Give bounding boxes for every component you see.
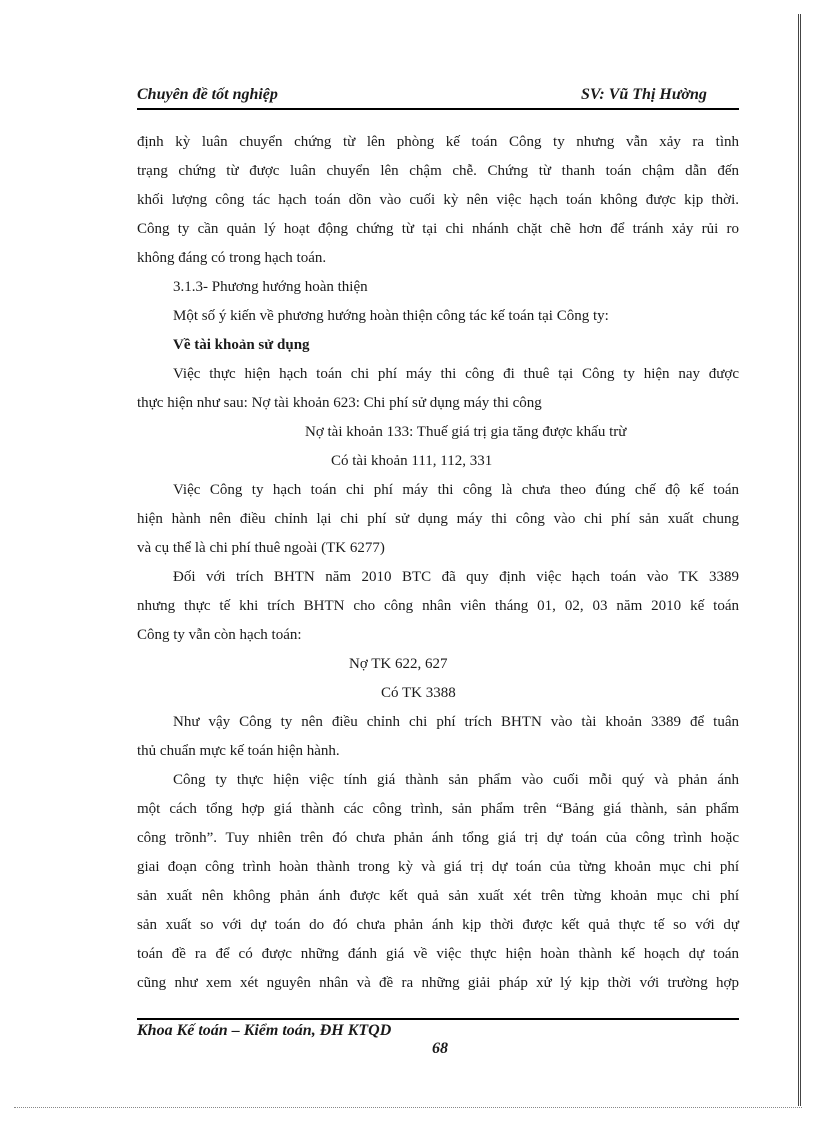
text-line: Việc thực hiện hạch toán chi phí máy thi công đi thuê tại Công ty hiện nay được bbox=[173, 366, 739, 382]
text-line: Công ty cần quản lý hoạt động chứng từ tại chi nhánh chặt chẽ hơn để tránh xảy rủi ro bbox=[137, 221, 739, 237]
text-line: Việc Công ty hạch toán chi phí máy thi công là chưa theo đúng chế độ kế toán bbox=[173, 482, 739, 498]
subheading: Về tài khoản sử dụng bbox=[173, 337, 310, 353]
text-line: một cách tổng hợp giá thành các công trình, sản phẩm trên “Bảng giá thành, sản phẩm bbox=[137, 801, 739, 817]
text-line: Một số ý kiến về phương hướng hoàn thiện công tác kế toán tại Công ty: bbox=[173, 308, 609, 324]
text-line: Công ty thực hiện việc tính giá thành sản phẩm vào cuối mỗi quý và phản ánh bbox=[173, 772, 739, 788]
text-line: nhưng thực tế khi trích BHTN cho công nhân viên tháng 01, 02, 03 năm 2010 kế toán bbox=[137, 598, 739, 614]
header-student: SV: Vũ Thị Hường bbox=[581, 86, 707, 103]
footer-faculty: Khoa Kế toán – Kiểm toán, ĐH KTQD bbox=[137, 1022, 392, 1039]
section-heading: 3.1.3- Phương hướng hoàn thiện bbox=[173, 279, 368, 295]
text-line: cũng như xem xét nguyên nhân và đề ra những giải pháp xử lý kịp thời với trường hợp bbox=[137, 975, 739, 991]
entry-line: Nợ TK 622, 627 bbox=[349, 656, 448, 672]
text-line: Đối với trích BHTN năm 2010 BTC đã quy định việc hạch toán vào TK 3389 bbox=[173, 569, 739, 585]
page-border-right bbox=[798, 14, 801, 1106]
text-line: sản xuất nên không phản ánh được kết quả sản xuất xét trên từng khoản mục chi phí bbox=[137, 888, 739, 904]
text-line: định kỳ luân chuyển chứng từ lên phòng kế toán Công ty nhưng vẫn xảy ra tình bbox=[137, 134, 739, 150]
page-header bbox=[137, 86, 739, 110]
entry-line: Nợ tài khoản 133: Thuế giá trị gia tăng được khấu trừ bbox=[305, 424, 627, 440]
text-line: sản xuất so với dự toán do đó chưa phản ánh kịp thời được kết quả thực tế so với dự bbox=[137, 917, 739, 933]
text-line: Như vậy Công ty nên điều chỉnh chi phí trích BHTN vào tài khoản 3389 để tuân bbox=[173, 714, 739, 730]
entry-line: Có tài khoản 111, 112, 331 bbox=[331, 453, 493, 469]
text-line: giai đoạn công trình hoàn thành trong kỳ và giá trị dự toán của từng khoản mục chi phí bbox=[137, 859, 739, 875]
text-line: công trõnh”. Tuy nhiên trên đó chưa phản ánh tổng giá trị dự toán của công trình hoặc bbox=[137, 830, 739, 846]
text-line: khối lượng công tác hạch toán dồn vào cuối kỳ nên việc hạch toán không được kịp thời. bbox=[137, 192, 739, 208]
text-line: thực hiện như sau: Nợ tài khoản 623: Chi phí sử dụng máy thi công bbox=[137, 395, 542, 411]
text-line: trạng chứng từ được luân chuyển lên chậm chễ. Chứng từ thanh toán chậm dẫn đến bbox=[137, 163, 739, 179]
text-line: hiện hành nên điều chỉnh lại chi phí sử dụng máy thi công vào chi phí sản xuất chung bbox=[137, 511, 739, 527]
entry-line: Có TK 3388 bbox=[381, 685, 456, 701]
text-line: và cụ thể là chi phí thuê ngoài (TK 6277) bbox=[137, 540, 385, 556]
text-line: không đáng có trong hạch toán. bbox=[137, 250, 327, 266]
footer-rule bbox=[137, 1018, 739, 1020]
header-title: Chuyên đề tốt nghiệp bbox=[137, 86, 278, 103]
page-border-bottom bbox=[14, 1107, 802, 1108]
page-number: 68 bbox=[432, 1040, 448, 1057]
text-line: Công ty vẫn còn hạch toán: bbox=[137, 627, 302, 643]
body-text bbox=[137, 128, 739, 998]
text-line: thủ chuẩn mực kế toán hiện hành. bbox=[137, 743, 340, 759]
text-line: toán đề ra để có được những đánh giá về việc thực hiện hoàn thành kế hoạch dự toán bbox=[137, 946, 739, 962]
